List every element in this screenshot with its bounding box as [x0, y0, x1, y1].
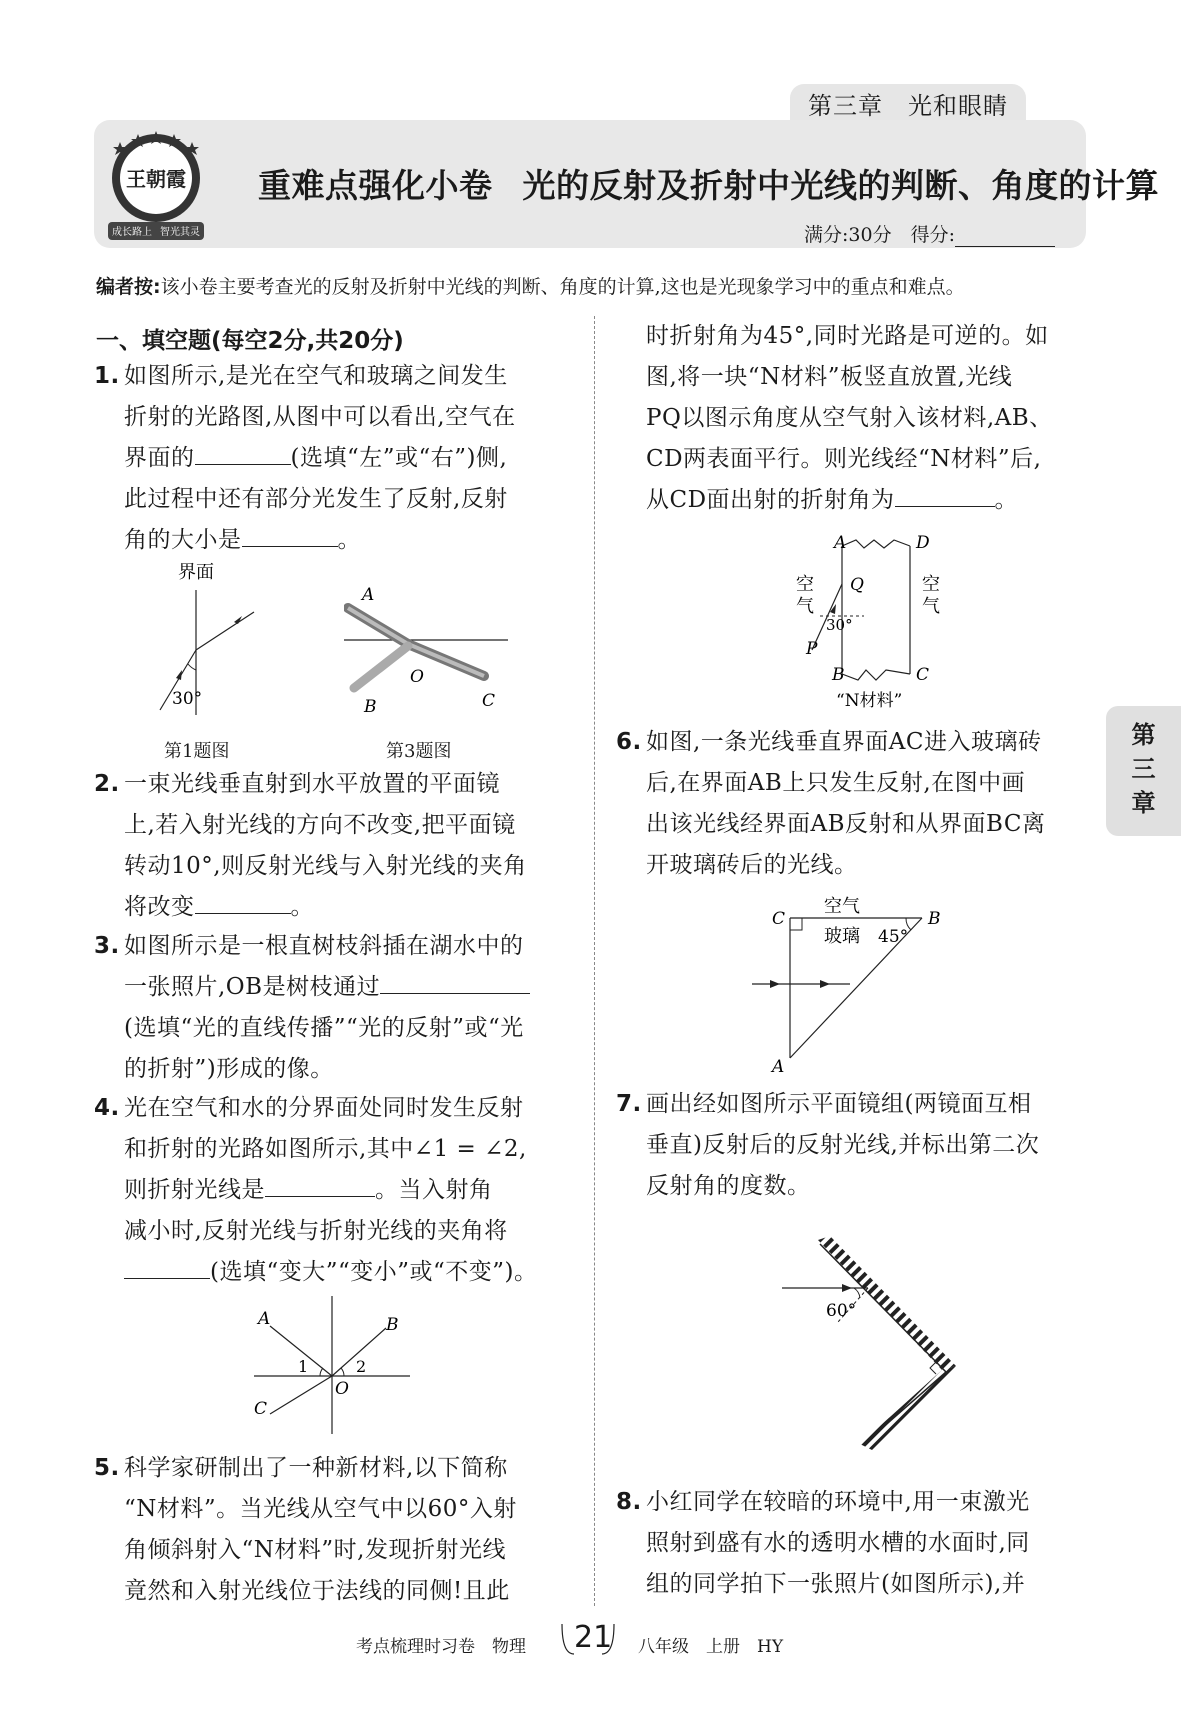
q3-line: 如图所示是一根直树枝斜插在湖水中的: [124, 933, 524, 959]
footer-right: 八年级 上册 HY: [638, 1637, 784, 1657]
figure-5: [790, 528, 970, 718]
fig4-O: O: [335, 1379, 349, 1399]
q5-number: 5.: [94, 1455, 120, 1481]
question-6: [616, 722, 1086, 886]
q5-line: PQ以图示角度从空气射入该材料,AB、: [646, 405, 1053, 431]
fig5-air-right-1: 空: [922, 574, 940, 595]
q1-blank-1[interactable]: [195, 443, 291, 465]
fig6-glass: 玻璃: [824, 926, 860, 947]
q5-line: 竟然和入射光线位于法线的同侧!且此: [124, 1578, 510, 1604]
q2-line: 。: [290, 894, 314, 920]
fig5-A: A: [834, 533, 847, 553]
q1-number: 1.: [94, 363, 120, 389]
fig4-C: C: [254, 1399, 268, 1419]
q4-number: 4.: [94, 1095, 120, 1121]
q3-line: (选填“光的直线传播”“光的反射”或“光: [124, 1015, 524, 1041]
question-2: [94, 764, 564, 928]
column-divider: [594, 316, 595, 1606]
question-3: [94, 926, 564, 1090]
fig6-B: B: [928, 909, 941, 929]
q7-line: 反射角的度数。: [646, 1173, 811, 1199]
fig3-B: B: [364, 697, 377, 717]
q1-blank-2[interactable]: [242, 525, 338, 547]
q6-line: 如图,一条光线垂直界面AC进入玻璃砖: [646, 729, 1042, 755]
question-5: [94, 1448, 564, 1612]
q2-number: 2.: [94, 771, 120, 797]
q1-line: 此过程中还有部分光发生了反射,反射: [124, 486, 508, 512]
fig4-angle-1: 1: [298, 1357, 309, 1376]
question-1: [94, 356, 564, 561]
q3-blank[interactable]: [380, 972, 530, 994]
logo-motto-right: 智光其灵: [160, 227, 200, 238]
fig1-interface-label: 界面: [178, 562, 214, 583]
fig5-B: B: [832, 665, 845, 685]
question-4: [94, 1088, 564, 1293]
fig6-air: 空气: [824, 896, 860, 917]
page-number: 21: [574, 1620, 613, 1655]
fig3-C: C: [482, 691, 496, 711]
q4-blank-1[interactable]: [265, 1175, 375, 1197]
fig7-angle: 60°: [826, 1301, 857, 1321]
q7-line: 画出经如图所示平面镜组(两镜面互相: [646, 1091, 1032, 1117]
question-8: [616, 1482, 1086, 1605]
q2-line: 上,若入射光线的方向不改变,把平面镜: [124, 812, 516, 838]
side-tab-char: 章: [1131, 789, 1156, 817]
q5-line: 时折射角为45°,同时光路是可逆的。如: [646, 323, 1049, 349]
fig5-D: D: [916, 533, 930, 553]
q6-line: 出该光线经界面AB反射和从界面BC离: [646, 811, 1046, 837]
figure-3: [344, 580, 514, 720]
editor-note: [96, 272, 1086, 299]
fig3-O: O: [410, 667, 424, 687]
q6-line: 开玻璃砖后的光线。: [646, 852, 858, 878]
q3-number: 3.: [94, 933, 120, 959]
section-title: 一、填空题(每空2分,共20分): [96, 328, 404, 354]
score-label: 满分:30分 得分:: [804, 224, 955, 246]
side-chapter-tab: [1106, 706, 1181, 836]
page-title: [258, 160, 1159, 207]
q1-line: (选填“左”或“右”)侧,: [290, 445, 508, 471]
q2-blank[interactable]: [195, 892, 291, 914]
q1-line: 如图所示,是光在空气和玻璃之间发生: [124, 363, 508, 389]
footer-left: 考点梳理时习卷 物理: [356, 1637, 526, 1657]
q4-line: (选填“变大”“变小”或“不变”)。: [210, 1259, 538, 1285]
fig5-caption: “N材料”: [836, 691, 903, 711]
q2-line: 将改变: [124, 894, 195, 920]
q1-line: 界面的: [124, 445, 195, 471]
logo-motto-left: 成长路上: [112, 227, 152, 238]
q5-line: CD两表面平行。则光线经“N材料”后,: [646, 446, 1042, 472]
q7-line: 垂直)反射后的反射光线,并标出第二次: [646, 1132, 1040, 1158]
q8-line: 组的同学拍下一张照片(如图所示),并: [646, 1571, 1026, 1597]
fig5-angle: 30°: [826, 616, 853, 634]
editor-note-label: 编者按:: [96, 276, 161, 298]
q2-line: 一束光线垂直射到水平放置的平面镜: [124, 771, 500, 797]
fig3-A: A: [362, 585, 375, 605]
q1-line: 折射的光路图,从图中可以看出,空气在: [124, 404, 516, 430]
q6-line: 后,在界面AB上只发生反射,在图中画: [646, 770, 1026, 796]
fig4-B: B: [386, 1315, 399, 1335]
side-tab-char: 三: [1131, 755, 1156, 783]
figure-6: [746, 888, 966, 1078]
fig4-angle-2: 2: [356, 1357, 367, 1376]
fig5-air-left-2: 气: [796, 596, 814, 617]
q5-line: 图,将一块“N材料”板竖直放置,光线: [646, 364, 1013, 390]
q5-line: 从CD面出射的折射角为: [646, 487, 895, 513]
q5-line: 角倾斜射入“N材料”时,发现折射光线: [124, 1537, 506, 1563]
q1-line: 角的大小是: [124, 527, 242, 553]
fig4-A: A: [258, 1309, 271, 1329]
figure-1: [150, 560, 270, 720]
q6-number: 6.: [616, 729, 642, 755]
q3-line: 的折射”)形成的像。: [124, 1056, 334, 1082]
fig1-angle: 30°: [172, 689, 203, 709]
q7-number: 7.: [616, 1091, 642, 1117]
fig5-C: C: [916, 665, 930, 685]
q8-number: 8.: [616, 1489, 642, 1515]
q8-line: 小红同学在较暗的环境中,用一束激光: [646, 1489, 1030, 1515]
q4-line: 。当入射角: [375, 1177, 493, 1203]
q4-line: 和折射的光路如图所示,其中∠1 = ∠2,: [124, 1136, 527, 1162]
q5-line: 。: [994, 487, 1019, 513]
score-blank[interactable]: [955, 231, 1055, 247]
q2-line: 转动10°,则反射光线与入射光线的夹角: [124, 853, 527, 879]
side-tab-char: 第: [1131, 721, 1156, 749]
question-5-continued: [646, 316, 1086, 521]
chapter-tab: 第三章 光和眼睛: [790, 84, 1026, 128]
fig6-C: C: [772, 909, 786, 929]
q8-line: 照射到盛有水的透明水槽的水面时,同: [646, 1530, 1030, 1556]
fig5-Q: Q: [850, 575, 864, 595]
fig5-air-left-1: 空: [796, 574, 814, 595]
editor-note-text: 该小卷主要考查光的反射及折射中光线的判断、角度的计算,这也是光现象学习中的重点和难点。: [160, 276, 965, 298]
q4-line: 减小时,反射光线与折射光线的夹角将: [124, 1218, 508, 1244]
figure-4: [250, 1296, 420, 1436]
q4-blank-2[interactable]: [124, 1257, 210, 1279]
fig6-angle: 45°: [878, 927, 909, 947]
title-sub: 光的反射及折射中光线的判断、角度的计算: [522, 166, 1159, 205]
fig6-A: A: [772, 1057, 785, 1077]
logo-brand: 王朝霞: [126, 167, 186, 191]
q1-line: 。: [337, 527, 361, 553]
q4-line: 光在空气和水的分界面处同时发生反射: [124, 1095, 524, 1121]
fig3-caption: 第3题图: [386, 741, 452, 762]
q5-blank[interactable]: [895, 485, 995, 507]
fig5-air-right-2: 气: [922, 596, 940, 617]
q5-line: 科学家研制出了一种新材料,以下简称: [124, 1455, 508, 1481]
figure-7: [776, 1236, 966, 1456]
q5-line: “N材料”。当光线从空气中以60°入射: [124, 1496, 517, 1522]
fig5-P: P: [806, 639, 818, 659]
question-7: [616, 1084, 1086, 1207]
brand-logo: [104, 128, 208, 246]
score-line: [804, 220, 1055, 247]
fig1-caption: 第1题图: [164, 741, 230, 762]
q3-line: 一张照片,OB是树枝通过: [124, 974, 381, 1000]
title-main: 重难点强化小卷: [258, 166, 493, 205]
q4-line: 则折射光线是: [124, 1177, 265, 1203]
